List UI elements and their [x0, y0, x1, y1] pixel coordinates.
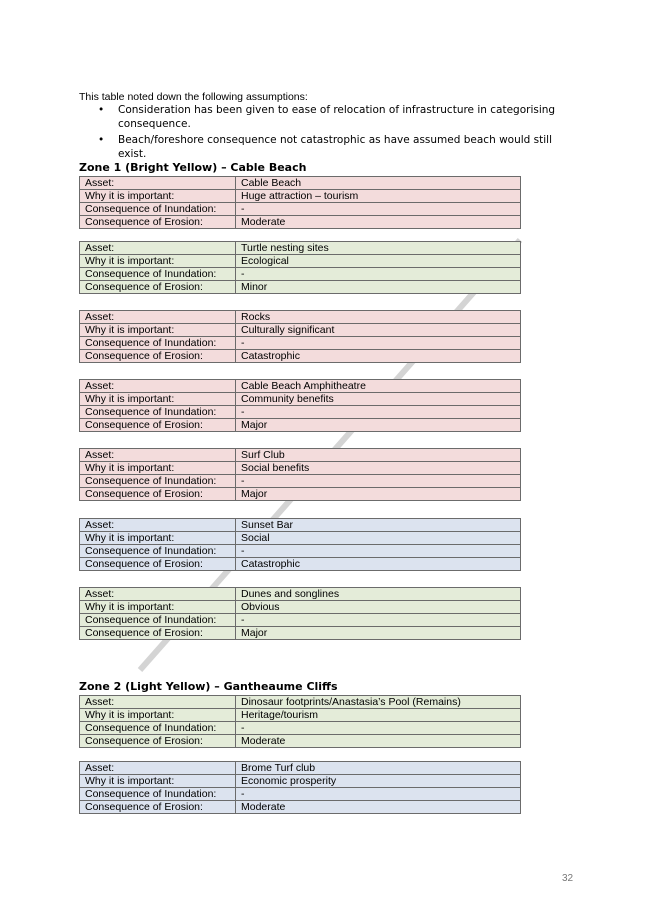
- table-row: [80, 762, 521, 775]
- label-why: Why it is important:: [80, 709, 236, 722]
- inundation-value: -: [236, 545, 521, 558]
- asset-value: Cable Beach Amphitheatre: [236, 380, 521, 393]
- table-row: [80, 775, 521, 788]
- label-inundation: Consequence of Inundation:: [80, 337, 236, 350]
- zone-title: Zone 2 (Light Yellow) – Gantheaume Cliffs: [79, 680, 338, 693]
- label-why: Why it is important:: [80, 324, 236, 337]
- assumptions-list: [79, 103, 559, 163]
- label-asset: Asset:: [80, 762, 236, 775]
- label-asset: Asset:: [80, 519, 236, 532]
- why-value: Community benefits: [236, 393, 521, 406]
- asset-table: [79, 761, 521, 814]
- table-row: [80, 311, 521, 324]
- table-row: [80, 190, 521, 203]
- label-erosion: Consequence of Erosion:: [80, 488, 236, 501]
- assumption-item: • Consideration has been given to ease of relocation of infrastructure in categorising consequence.: [79, 103, 559, 131]
- label-why: Why it is important:: [80, 532, 236, 545]
- table-row: [80, 255, 521, 268]
- inundation-value: -: [236, 788, 521, 801]
- table-row: [80, 709, 521, 722]
- table-row: [80, 281, 521, 294]
- why-value: Social benefits: [236, 462, 521, 475]
- erosion-value: Catastrophic: [236, 558, 521, 571]
- label-asset: Asset:: [80, 380, 236, 393]
- table-row: [80, 177, 521, 190]
- table-row: [80, 419, 521, 432]
- asset-value: Turtle nesting sites: [236, 242, 521, 255]
- page-number: 32: [562, 873, 574, 884]
- table-row: [80, 601, 521, 614]
- asset-table: [79, 448, 521, 501]
- table-row: [80, 614, 521, 627]
- asset-table: [79, 587, 521, 640]
- label-asset: Asset:: [80, 588, 236, 601]
- inundation-value: -: [236, 406, 521, 419]
- label-erosion: Consequence of Erosion:: [80, 216, 236, 229]
- label-erosion: Consequence of Erosion:: [80, 419, 236, 432]
- table-row: [80, 380, 521, 393]
- asset-value: Sunset Bar: [236, 519, 521, 532]
- table-row: [80, 462, 521, 475]
- table-row: [80, 519, 521, 532]
- assumption-item: • Beach/foreshore consequence not catastrophic as have assumed beach would still exist.: [79, 133, 559, 161]
- asset-table: [79, 241, 521, 294]
- inundation-value: -: [236, 614, 521, 627]
- label-erosion: Consequence of Erosion:: [80, 627, 236, 640]
- zone-title: Zone 1 (Bright Yellow) – Cable Beach: [79, 161, 307, 174]
- table-row: [80, 801, 521, 814]
- label-erosion: Consequence of Erosion:: [80, 801, 236, 814]
- table-row: [80, 696, 521, 709]
- label-why: Why it is important:: [80, 255, 236, 268]
- asset-value: Dunes and songlines: [236, 588, 521, 601]
- label-asset: Asset:: [80, 696, 236, 709]
- asset-table: [79, 695, 521, 748]
- label-why: Why it is important:: [80, 775, 236, 788]
- asset-table: [79, 518, 521, 571]
- table-row: [80, 324, 521, 337]
- asset-table: [79, 176, 521, 229]
- asset-value: Dinosaur footprints/Anastasia’s Pool (Remains): [236, 696, 521, 709]
- table-row: [80, 337, 521, 350]
- label-erosion: Consequence of Erosion:: [80, 350, 236, 363]
- erosion-value: Moderate: [236, 801, 521, 814]
- table-row: [80, 242, 521, 255]
- label-why: Why it is important:: [80, 190, 236, 203]
- table-row: [80, 558, 521, 571]
- table-row: [80, 532, 521, 545]
- table-row: [80, 393, 521, 406]
- label-asset: Asset:: [80, 242, 236, 255]
- inundation-value: -: [236, 475, 521, 488]
- asset-value: Cable Beach: [236, 177, 521, 190]
- label-inundation: Consequence of Inundation:: [80, 722, 236, 735]
- asset-table: [79, 310, 521, 363]
- why-value: Social: [236, 532, 521, 545]
- table-row: [80, 449, 521, 462]
- label-inundation: Consequence of Inundation:: [80, 545, 236, 558]
- table-row: [80, 475, 521, 488]
- label-inundation: Consequence of Inundation:: [80, 614, 236, 627]
- table-row: [80, 203, 521, 216]
- erosion-value: Minor: [236, 281, 521, 294]
- assumptions-intro: This table noted down the following assumptions:: [79, 91, 308, 103]
- erosion-value: Moderate: [236, 216, 521, 229]
- table-row: [80, 735, 521, 748]
- why-value: Economic prosperity: [236, 775, 521, 788]
- asset-table: [79, 379, 521, 432]
- table-row: [80, 588, 521, 601]
- label-inundation: Consequence of Inundation:: [80, 203, 236, 216]
- erosion-value: Moderate: [236, 735, 521, 748]
- asset-value: Surf Club: [236, 449, 521, 462]
- asset-value: Brome Turf club: [236, 762, 521, 775]
- table-row: [80, 545, 521, 558]
- why-value: Obvious: [236, 601, 521, 614]
- table-row: [80, 722, 521, 735]
- inundation-value: -: [236, 722, 521, 735]
- table-row: [80, 788, 521, 801]
- table-row: [80, 627, 521, 640]
- inundation-value: -: [236, 203, 521, 216]
- label-why: Why it is important:: [80, 462, 236, 475]
- why-value: Culturally significant: [236, 324, 521, 337]
- table-row: [80, 216, 521, 229]
- label-asset: Asset:: [80, 177, 236, 190]
- table-row: [80, 268, 521, 281]
- label-asset: Asset:: [80, 311, 236, 324]
- inundation-value: -: [236, 268, 521, 281]
- label-inundation: Consequence of Inundation:: [80, 268, 236, 281]
- label-why: Why it is important:: [80, 601, 236, 614]
- inundation-value: -: [236, 337, 521, 350]
- label-why: Why it is important:: [80, 393, 236, 406]
- erosion-value: Major: [236, 627, 521, 640]
- label-asset: Asset:: [80, 449, 236, 462]
- table-row: [80, 488, 521, 501]
- label-inundation: Consequence of Inundation:: [80, 406, 236, 419]
- erosion-value: Major: [236, 419, 521, 432]
- label-inundation: Consequence of Inundation:: [80, 475, 236, 488]
- table-row: [80, 406, 521, 419]
- why-value: Heritage/tourism: [236, 709, 521, 722]
- table-row: [80, 350, 521, 363]
- erosion-value: Major: [236, 488, 521, 501]
- label-erosion: Consequence of Erosion:: [80, 735, 236, 748]
- asset-value: Rocks: [236, 311, 521, 324]
- label-inundation: Consequence of Inundation:: [80, 788, 236, 801]
- why-value: Huge attraction – tourism: [236, 190, 521, 203]
- erosion-value: Catastrophic: [236, 350, 521, 363]
- label-erosion: Consequence of Erosion:: [80, 558, 236, 571]
- label-erosion: Consequence of Erosion:: [80, 281, 236, 294]
- why-value: Ecological: [236, 255, 521, 268]
